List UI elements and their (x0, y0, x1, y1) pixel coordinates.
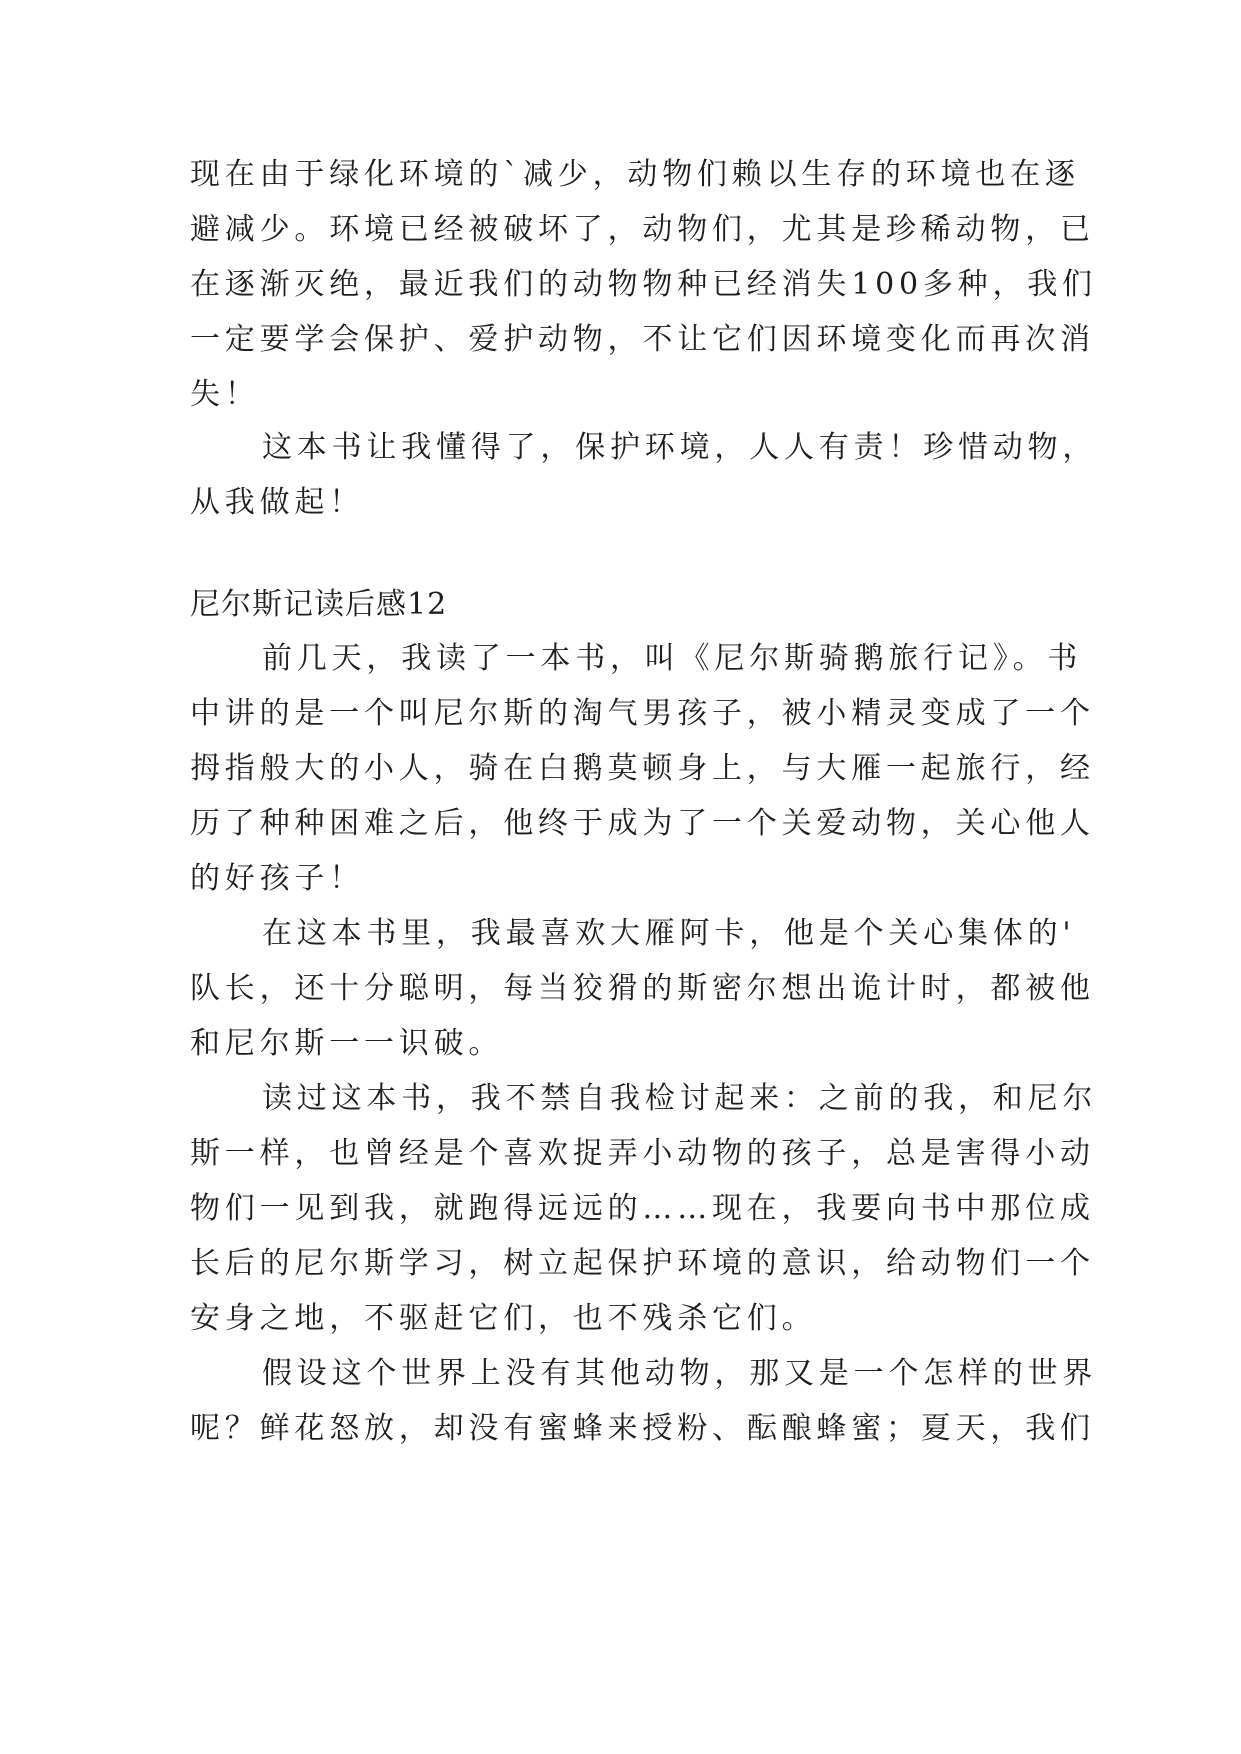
paragraph-line: 斯一样，也曾经是个喜欢捉弄小动物的孩子，总是害得小动 (190, 1136, 1095, 1171)
paragraph-line: 现在由于绿化环境的`减少，动物们赖以生存的环境也在逐 (190, 157, 1080, 192)
paragraph-line: 一定要学会保护、爱护动物，不让它们因环境变化而再次消 (190, 322, 1095, 357)
section-title: 尼尔斯记读后感12 (190, 587, 448, 622)
paragraph-line: 的好孩子！ (190, 861, 364, 896)
paragraph-line: 在逐渐灭绝，最近我们的动物物种已经消失100多种，我们 (190, 267, 1097, 302)
paragraph-line: 前几天，我读了一本书，叫《尼尔斯骑鹅旅行记》。书 (262, 641, 1083, 676)
paragraph-line: 假设这个世界上没有其他动物，那又是一个怎样的世界 (262, 1356, 1098, 1391)
paragraph-line: 和尼尔斯一一识破。 (190, 1026, 504, 1061)
paragraph-line: 物们一见到我，就跑得远远的……现在，我要向书中那位成 (190, 1191, 1095, 1226)
paragraph-line: 呢？鲜花怒放，却没有蜜蜂来授粉、酝酿蜂蜜；夏天，我们 (190, 1411, 1095, 1446)
paragraph-line: 读过这本书，我不禁自我检讨起来：之前的我，和尼尔 (262, 1081, 1098, 1116)
paragraph-line: 这本书让我懂得了，保护环境，人人有责！珍惜动物， (262, 430, 1098, 465)
paragraph-line: 从我做起！ (190, 485, 364, 520)
paragraph-line: 安身之地，不驱赶它们，也不残杀它们。 (190, 1301, 817, 1336)
paragraph-line: 拇指般大的小人，骑在白鹅莫顿身上，与大雁一起旅行，经 (190, 751, 1095, 786)
paragraph-line: 中讲的是一个叫尼尔斯的淘气男孩子，被小精灵变成了一个 (190, 696, 1095, 731)
paragraph-line: 队长，还十分聪明，每当狡猾的斯密尔想出诡计时，都被他 (190, 971, 1095, 1006)
paragraph-line: 长后的尼尔斯学习，树立起保护环境的意识，给动物们一个 (190, 1246, 1095, 1281)
paragraph-line: 失！ (190, 377, 260, 412)
paragraph-line: 历了种种困难之后，他终于成为了一个关爱动物，关心他人 (190, 806, 1095, 841)
paragraph-line: 在这本书里，我最喜欢大雁阿卡，他是个关心集体的' (262, 916, 1076, 951)
paragraph-line: 避减少。环境已经被破坏了，动物们，尤其是珍稀动物，已 (190, 212, 1095, 247)
